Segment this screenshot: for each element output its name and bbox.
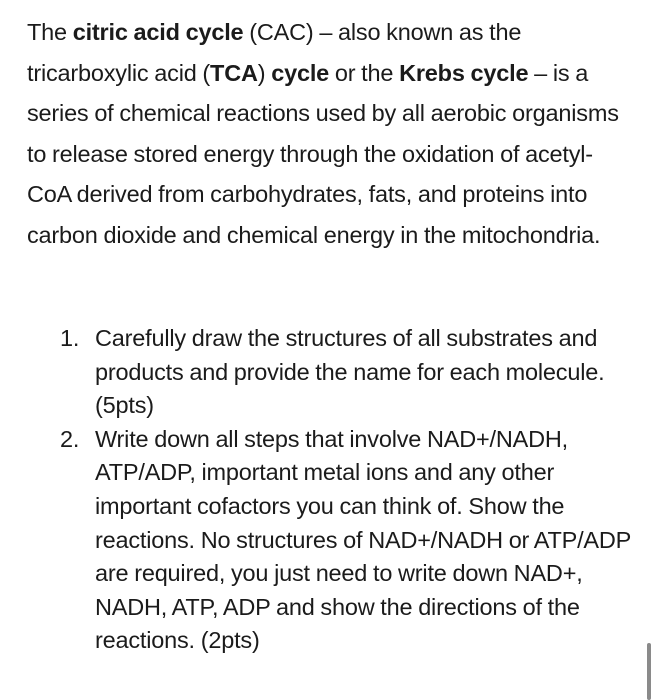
intro-text-3: ): [257, 59, 272, 86]
question-number: 2.: [60, 425, 80, 452]
question-text: Write down all steps that involve NAD+/NADH, ATP/ADP, important metal ions and any other important cofactors you can think of. Show the reactions. No structures of NAD+/NADH or ATP/ADP are required, you just need to write down NAD+, NADH, ATP, ADP and show the directions of the reactions. (2pts): [95, 425, 631, 654]
question-item: [60, 423, 640, 658]
intro-text-2: (CAC) – also known as the tricarboxylic acid (: [27, 19, 522, 86]
question-text: Carefully draw the structures of all substrates and products and provide the name for each molecule. (5pts): [95, 325, 605, 419]
question-item: [60, 322, 640, 423]
intro-text-1: The: [27, 19, 73, 45]
term-citric-acid-cycle: citric acid cycle: [72, 19, 244, 45]
intro-text-4: or the: [329, 59, 400, 86]
term-krebs-cycle: Krebs cycle: [399, 59, 529, 86]
term-tca: TCA: [210, 59, 258, 86]
intro-paragraph: [27, 12, 632, 255]
intro-text-5: – is a series of chemical reactions used by all aerobic organisms to release stored energy through the oxidation of acetyl-CoA derived from carbohydrates, fats, and proteins into carbon dioxide and chemical energy in the mitochondria.: [27, 59, 619, 248]
scrollbar-thumb[interactable]: [647, 643, 651, 700]
term-cycle: cycle: [271, 59, 330, 86]
question-list: [60, 322, 640, 658]
question-number: 1.: [60, 325, 80, 351]
